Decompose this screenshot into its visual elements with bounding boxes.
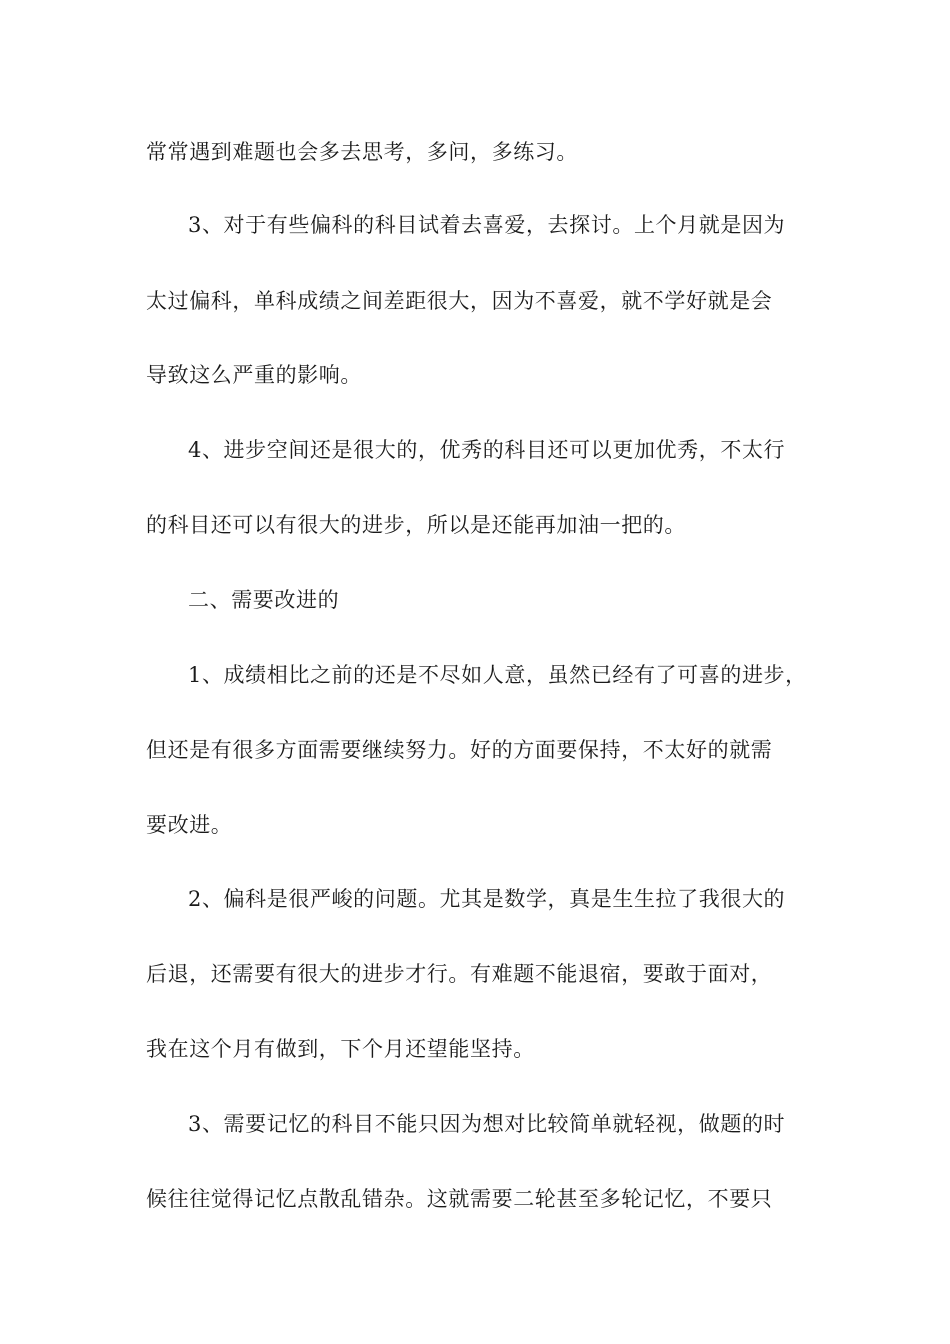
text-line: 要改进。 [146, 813, 233, 837]
text-line: 3、对于有些偏科的科目试着去喜爱，去探讨。上个月就是因为 [188, 213, 786, 237]
text-line: 我在这个月有做到，下个月还望能坚持。 [146, 1037, 535, 1061]
text-line: 后退，还需要有很大的进步才行。有难题不能退宿，要敢于面对， [146, 962, 773, 986]
text-line: 3、需要记忆的科目不能只因为想对比较简单就轻视，做题的时 [188, 1112, 786, 1136]
section-heading: 二、需要改进的 [188, 588, 340, 612]
text-line: 4、进步空间还是很大的，优秀的科目还可以更加优秀，不太行 [188, 438, 786, 462]
text-line: 但还是有很多方面需要继续努力。好的方面要保持，不太好的就需 [146, 738, 773, 762]
text-line: 的科目还可以有很大的进步，所以是还能再加油一把的。 [146, 513, 686, 537]
text-line: 导致这么严重的影响。 [146, 363, 362, 387]
text-line: 太过偏科，单科成绩之间差距很大，因为不喜爱，就不学好就是会 [146, 289, 773, 313]
text-line: 候往往觉得记忆点散乱错杂。这就需要二轮甚至多轮记忆，不要只 [146, 1187, 773, 1211]
text-line: 常常遇到难题也会多去思考，多问，多练习。 [146, 140, 578, 164]
text-line: 2、偏科是很严峻的问题。尤其是数学，真是生生拉了我很大的 [188, 887, 786, 911]
text-line: 1、成绩相比之前的还是不尽如人意，虽然已经有了可喜的进步， [188, 663, 807, 687]
